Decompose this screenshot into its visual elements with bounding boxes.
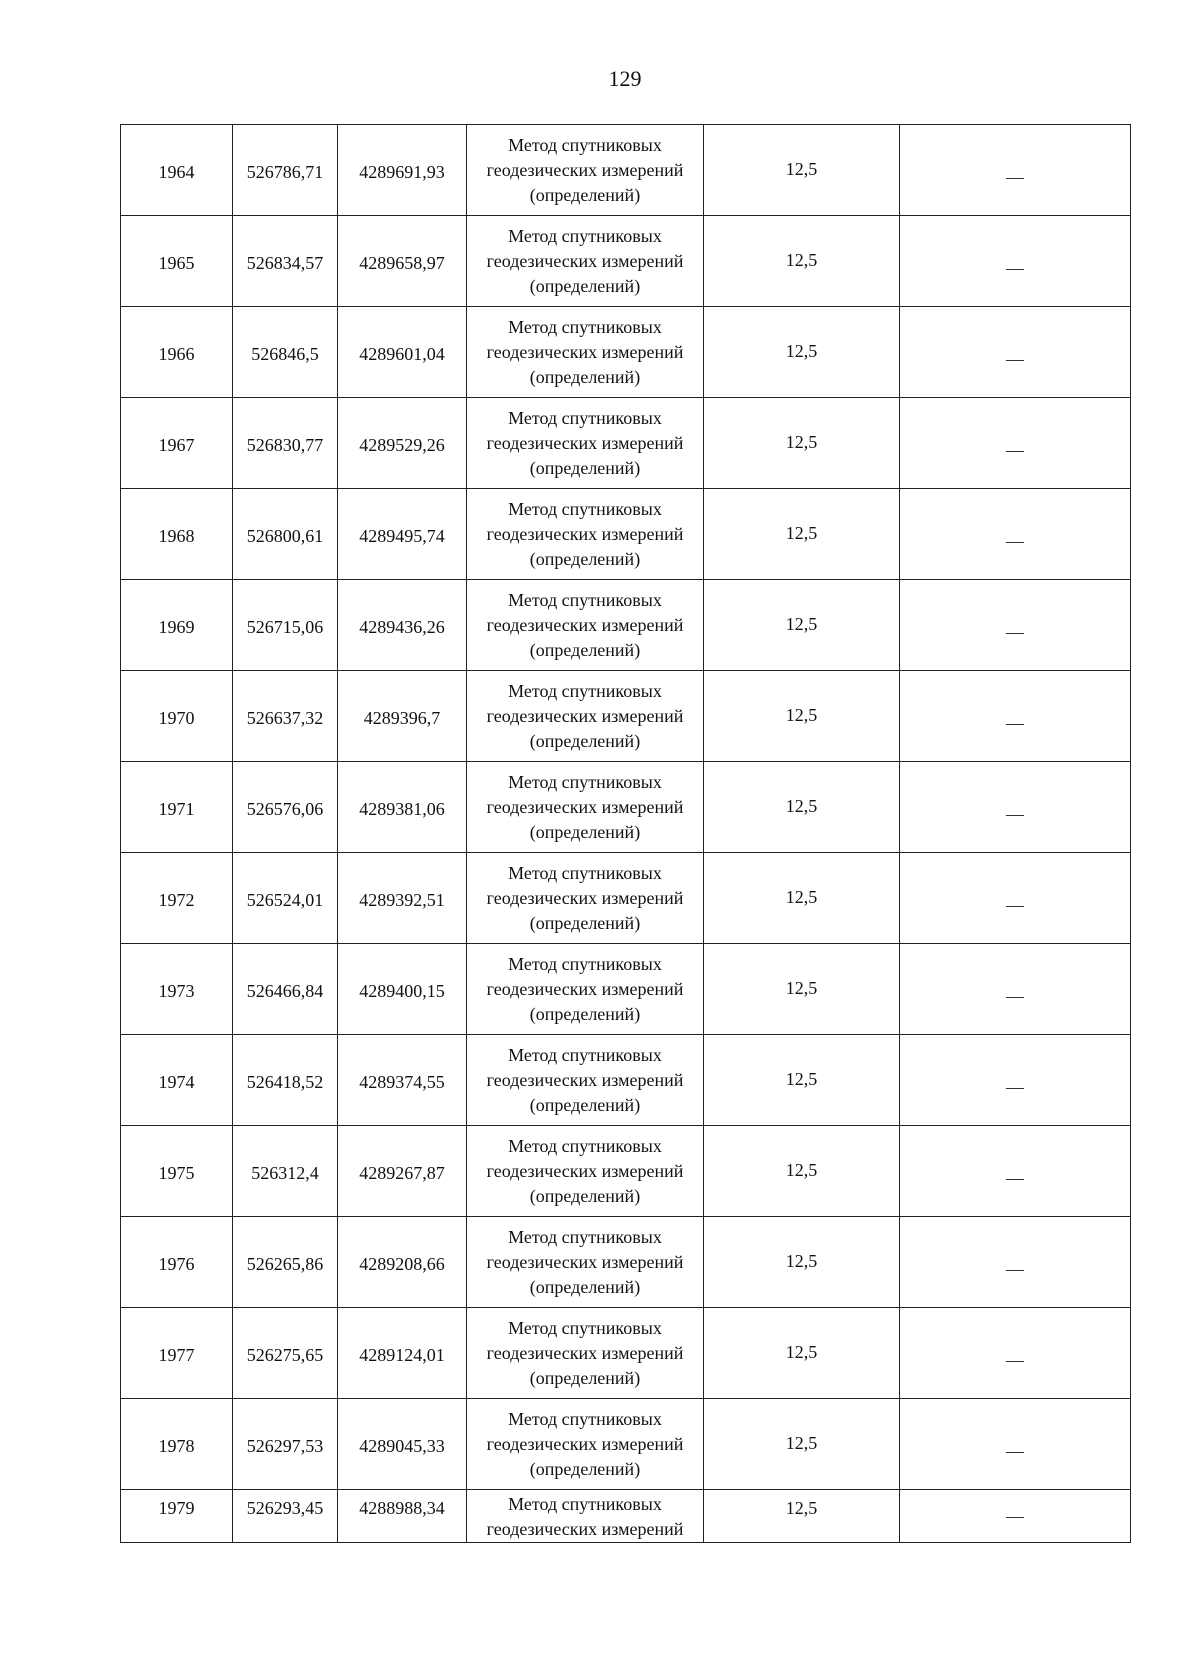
description-cell: — bbox=[900, 671, 1131, 762]
point-number-cell: 1979 bbox=[121, 1490, 233, 1543]
method-cell bbox=[467, 944, 704, 1035]
method-cell bbox=[467, 1217, 704, 1308]
method-text-line: (определений) bbox=[529, 730, 641, 751]
method-text-line: геодезических измерений bbox=[486, 705, 684, 726]
method-text-line: (определений) bbox=[529, 1276, 641, 1297]
table-row bbox=[121, 1217, 1131, 1308]
x-coordinate-cell: 526834,57 bbox=[233, 216, 338, 307]
coordinates-table bbox=[120, 124, 1131, 1543]
method-cell bbox=[467, 307, 704, 398]
method-text-line: геодезических измерений bbox=[486, 159, 684, 180]
precision-cell: 12,5 bbox=[704, 307, 900, 398]
method-text-line: геодезических измерений bbox=[486, 1251, 684, 1272]
precision-cell: 12,5 bbox=[704, 1399, 900, 1490]
method-cell bbox=[467, 580, 704, 671]
table-row bbox=[121, 125, 1131, 216]
description-cell: — bbox=[900, 1126, 1131, 1217]
method-cell bbox=[467, 398, 704, 489]
x-coordinate-cell: 526830,77 bbox=[233, 398, 338, 489]
method-text-line: (определений) bbox=[529, 1003, 641, 1024]
y-coordinate-cell: 4288988,34 bbox=[338, 1490, 467, 1543]
method-text-line: геодезических измерений bbox=[486, 796, 684, 817]
table-row bbox=[121, 944, 1131, 1035]
method-text-line: (определений) bbox=[529, 1094, 641, 1115]
precision-cell: 12,5 bbox=[704, 216, 900, 307]
point-number-cell: 1969 bbox=[121, 580, 233, 671]
point-number-cell: 1972 bbox=[121, 853, 233, 944]
table-row bbox=[121, 1490, 1131, 1543]
method-text-line: (определений) bbox=[529, 548, 641, 569]
y-coordinate-cell: 4289396,7 bbox=[338, 671, 467, 762]
method-text-line: Метод спутниковых bbox=[508, 225, 662, 246]
precision-cell: 12,5 bbox=[704, 1035, 900, 1126]
y-coordinate-cell: 4289436,26 bbox=[338, 580, 467, 671]
method-cell bbox=[467, 853, 704, 944]
point-number-cell: 1976 bbox=[121, 1217, 233, 1308]
method-text-line: геодезических измерений bbox=[486, 1069, 684, 1090]
method-text-line: (определений) bbox=[529, 1458, 641, 1479]
point-number-cell: 1966 bbox=[121, 307, 233, 398]
description-cell: — bbox=[900, 944, 1131, 1035]
y-coordinate-cell: 4289392,51 bbox=[338, 853, 467, 944]
point-number-cell: 1965 bbox=[121, 216, 233, 307]
method-text-line: (определений) bbox=[529, 821, 641, 842]
page-number: 129 bbox=[608, 66, 642, 91]
x-coordinate-cell: 526576,06 bbox=[233, 762, 338, 853]
method-text-line: Метод спутниковых bbox=[508, 1317, 662, 1338]
method-text-line: Метод спутниковых bbox=[508, 680, 662, 701]
method-cell bbox=[467, 1126, 704, 1217]
description-cell: — bbox=[900, 125, 1131, 216]
x-coordinate-cell: 526524,01 bbox=[233, 853, 338, 944]
y-coordinate-cell: 4289381,06 bbox=[338, 762, 467, 853]
method-text-line: (определений) bbox=[529, 366, 641, 387]
method-text-line: Метод спутниковых bbox=[508, 589, 662, 610]
description-cell: — bbox=[900, 307, 1131, 398]
method-text-line: Метод спутниковых bbox=[508, 771, 662, 792]
x-coordinate-cell: 526297,53 bbox=[233, 1399, 338, 1490]
precision-cell: 12,5 bbox=[704, 1490, 900, 1543]
method-text-line: Метод спутниковых bbox=[508, 134, 662, 155]
method-text-line: геодезических измерений bbox=[486, 1342, 684, 1363]
x-coordinate-cell: 526312,4 bbox=[233, 1126, 338, 1217]
method-text-line: Метод спутниковых bbox=[508, 1494, 662, 1514]
description-cell: — bbox=[900, 853, 1131, 944]
method-text-line: (определений) bbox=[529, 184, 641, 205]
table-row bbox=[121, 489, 1131, 580]
table-row bbox=[121, 1035, 1131, 1126]
precision-cell: 12,5 bbox=[704, 398, 900, 489]
method-text-line: (определений) bbox=[529, 639, 641, 660]
x-coordinate-cell: 526637,32 bbox=[233, 671, 338, 762]
x-coordinate-cell: 526275,65 bbox=[233, 1308, 338, 1399]
method-text-line: Метод спутниковых bbox=[508, 316, 662, 337]
method-text-line: Метод спутниковых bbox=[508, 498, 662, 519]
table-row bbox=[121, 398, 1131, 489]
precision-cell: 12,5 bbox=[704, 1126, 900, 1217]
precision-cell: 12,5 bbox=[704, 762, 900, 853]
point-number-cell: 1968 bbox=[121, 489, 233, 580]
method-text-line: геодезических измерений bbox=[486, 250, 684, 271]
method-text-line: Метод спутниковых bbox=[508, 953, 662, 974]
y-coordinate-cell: 4289208,66 bbox=[338, 1217, 467, 1308]
method-cell bbox=[467, 1490, 704, 1543]
method-cell bbox=[467, 125, 704, 216]
precision-cell: 12,5 bbox=[704, 489, 900, 580]
method-cell bbox=[467, 1399, 704, 1490]
method-text-line: Метод спутниковых bbox=[508, 407, 662, 428]
point-number-cell: 1977 bbox=[121, 1308, 233, 1399]
point-number-cell: 1975 bbox=[121, 1126, 233, 1217]
x-coordinate-cell: 526715,06 bbox=[233, 580, 338, 671]
method-text-line: геодезических измерений bbox=[486, 1433, 684, 1454]
description-cell: — bbox=[900, 1308, 1131, 1399]
table-row bbox=[121, 671, 1131, 762]
method-text-line: (определений) bbox=[529, 275, 641, 296]
point-number-cell: 1967 bbox=[121, 398, 233, 489]
method-text-line: Метод спутниковых bbox=[508, 862, 662, 883]
table-row bbox=[121, 1399, 1131, 1490]
precision-cell: 12,5 bbox=[704, 1217, 900, 1308]
precision-cell: 12,5 bbox=[704, 671, 900, 762]
method-cell bbox=[467, 1308, 704, 1399]
point-number-cell: 1974 bbox=[121, 1035, 233, 1126]
point-number-cell: 1964 bbox=[121, 125, 233, 216]
method-cell bbox=[467, 1035, 704, 1126]
table-row bbox=[121, 1126, 1131, 1217]
description-cell: — bbox=[900, 1217, 1131, 1308]
x-coordinate-cell: 526265,86 bbox=[233, 1217, 338, 1308]
y-coordinate-cell: 4289529,26 bbox=[338, 398, 467, 489]
table-row bbox=[121, 307, 1131, 398]
point-number-cell: 1971 bbox=[121, 762, 233, 853]
method-text-line: геодезических измерений bbox=[486, 523, 684, 544]
description-cell: — bbox=[900, 762, 1131, 853]
description-cell: — bbox=[900, 1035, 1131, 1126]
method-text-line: геодезических измерений bbox=[486, 614, 684, 635]
x-coordinate-cell: 526800,61 bbox=[233, 489, 338, 580]
description-cell: — bbox=[900, 1490, 1131, 1543]
x-coordinate-cell: 526418,52 bbox=[233, 1035, 338, 1126]
x-coordinate-cell: 526846,5 bbox=[233, 307, 338, 398]
precision-cell: 12,5 bbox=[704, 1308, 900, 1399]
method-cell bbox=[467, 489, 704, 580]
description-cell: — bbox=[900, 489, 1131, 580]
description-cell: — bbox=[900, 1399, 1131, 1490]
precision-cell: 12,5 bbox=[704, 125, 900, 216]
method-text-line: (определений) bbox=[529, 1367, 641, 1388]
method-text-line: Метод спутниковых bbox=[508, 1044, 662, 1065]
table-row bbox=[121, 853, 1131, 944]
method-cell bbox=[467, 671, 704, 762]
point-number-cell: 1978 bbox=[121, 1399, 233, 1490]
method-text-line: геодезических измерений bbox=[486, 1519, 684, 1539]
point-number-cell: 1970 bbox=[121, 671, 233, 762]
y-coordinate-cell: 4289400,15 bbox=[338, 944, 467, 1035]
x-coordinate-cell: 526293,45 bbox=[233, 1490, 338, 1543]
method-text-line: геодезических измерений bbox=[486, 978, 684, 999]
x-coordinate-cell: 526786,71 bbox=[233, 125, 338, 216]
method-text-line: геодезических измерений bbox=[486, 1160, 684, 1181]
point-number-cell: 1973 bbox=[121, 944, 233, 1035]
method-text-line: Метод спутниковых bbox=[508, 1226, 662, 1247]
y-coordinate-cell: 4289374,55 bbox=[338, 1035, 467, 1126]
y-coordinate-cell: 4289045,33 bbox=[338, 1399, 467, 1490]
method-text-line: (определений) bbox=[529, 1185, 641, 1206]
table-row bbox=[121, 216, 1131, 307]
description-cell: — bbox=[900, 216, 1131, 307]
description-cell: — bbox=[900, 398, 1131, 489]
y-coordinate-cell: 4289267,87 bbox=[338, 1126, 467, 1217]
method-text-line: геодезических измерений bbox=[486, 887, 684, 908]
method-text-line: (определений) bbox=[529, 912, 641, 933]
y-coordinate-cell: 4289601,04 bbox=[338, 307, 467, 398]
description-cell: — bbox=[900, 580, 1131, 671]
y-coordinate-cell: 4289495,74 bbox=[338, 489, 467, 580]
y-coordinate-cell: 4289124,01 bbox=[338, 1308, 467, 1399]
precision-cell: 12,5 bbox=[704, 853, 900, 944]
table-row bbox=[121, 1308, 1131, 1399]
method-text-line: (определений) bbox=[529, 457, 641, 478]
method-text-line: геодезических измерений bbox=[486, 341, 684, 362]
method-text-line: Метод спутниковых bbox=[508, 1408, 662, 1429]
table-body bbox=[121, 125, 1131, 1543]
precision-cell: 12,5 bbox=[704, 944, 900, 1035]
y-coordinate-cell: 4289658,97 bbox=[338, 216, 467, 307]
method-text-line: геодезических измерений bbox=[486, 432, 684, 453]
y-coordinate-cell: 4289691,93 bbox=[338, 125, 467, 216]
method-text-line: Метод спутниковых bbox=[508, 1135, 662, 1156]
method-cell bbox=[467, 216, 704, 307]
x-coordinate-cell: 526466,84 bbox=[233, 944, 338, 1035]
precision-cell: 12,5 bbox=[704, 580, 900, 671]
table-row bbox=[121, 762, 1131, 853]
method-cell bbox=[467, 762, 704, 853]
table-row bbox=[121, 580, 1131, 671]
